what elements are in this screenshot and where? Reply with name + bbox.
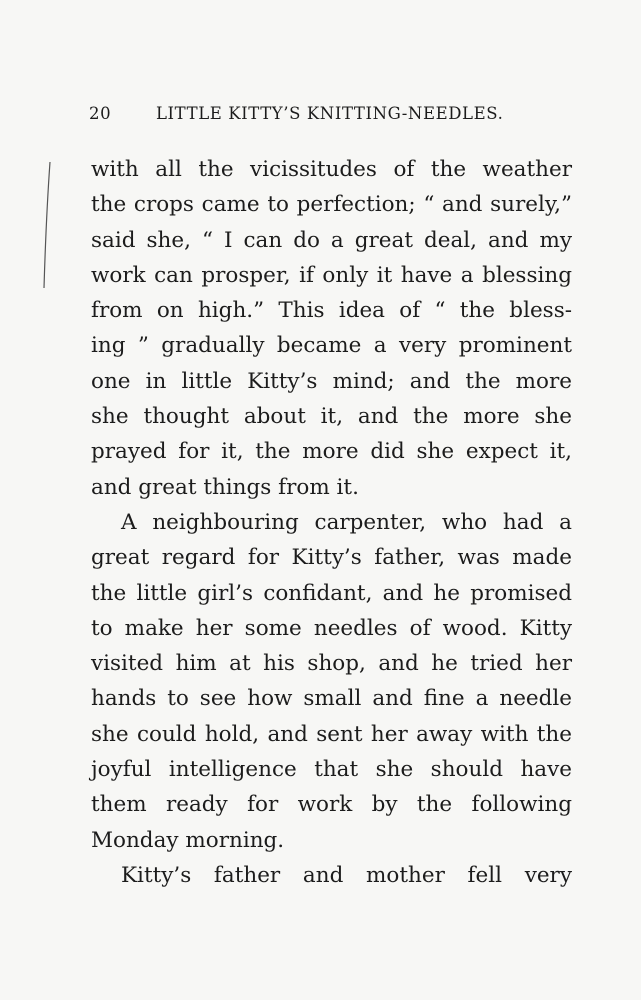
text-line: joyful intelligence that she should have [91, 757, 572, 783]
margin-pencil-mark [42, 160, 52, 290]
text-line: Monday morning. [91, 827, 285, 853]
text-line: visited him at his shop, and he tried her [91, 651, 572, 677]
text-line: the crops came to perfection; “ and surely,” [91, 192, 572, 218]
text-line: she thought about it, and the more she [91, 404, 572, 430]
text-line: prayed for it, the more did she expect it, [91, 439, 572, 465]
text-line: them ready for work by the following [91, 792, 572, 818]
text-line: from on high.” This idea of “ the bless- [91, 298, 572, 324]
text-line: and great things from it. [91, 474, 359, 500]
body-text [91, 152, 572, 893]
text-line: she could hold, and sent her away with the [91, 721, 572, 747]
text-line: one in little Kitty’s mind; and the more [91, 368, 572, 394]
running-head [89, 104, 504, 128]
text-line: work can prosper, if only it have a blessing [91, 262, 572, 288]
text-line: Kitty’s father and mother fell very [121, 862, 572, 888]
text-line: ing ” gradually became a very prominent [91, 333, 572, 359]
text-line: to make her some needles of wood. Kitty [91, 615, 572, 641]
text-line: A neighbouring carpenter, who had a [121, 509, 572, 535]
text-line: the little girl’s confidant, and he promised [91, 580, 572, 606]
text-line: with all the vicissitudes of the weather [91, 157, 572, 182]
text-line: hands to see how small and fine a needle [91, 686, 572, 712]
text-line: great regard for Kitty’s father, was made [91, 545, 572, 571]
running-title: LITTLE KITTY’S KNITTING-NEEDLES. [156, 104, 504, 123]
text-line: said she, “ I can do a great deal, and my [91, 227, 572, 253]
page-number: 20 [89, 104, 112, 123]
